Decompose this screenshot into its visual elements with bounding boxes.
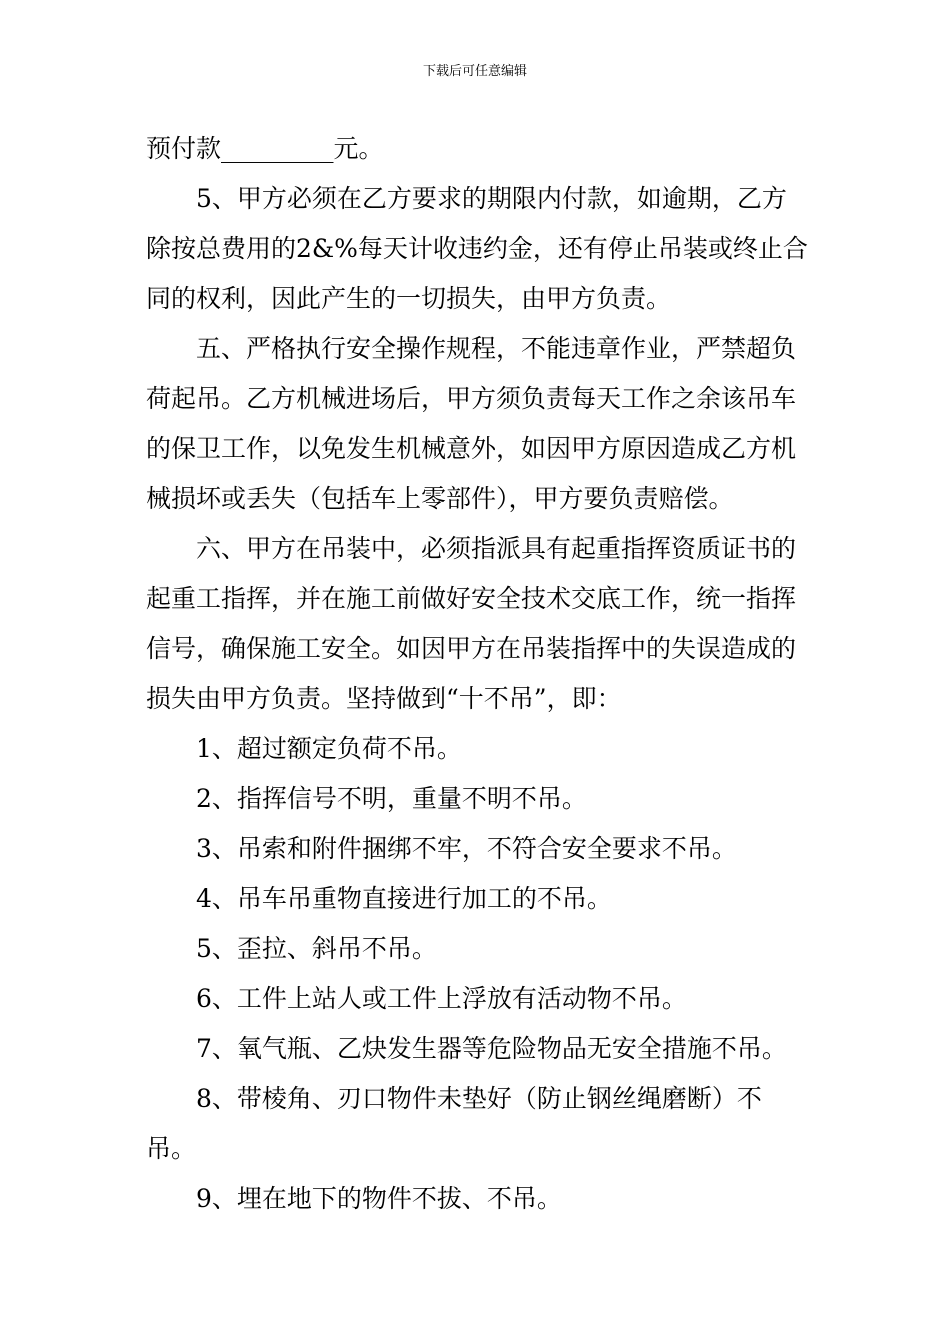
prepayment-line: 预付款_________元。 — [146, 134, 384, 163]
rule-item: 1、超过额定负荷不吊。 — [196, 734, 462, 763]
rule-item: 2、指挥信号不明，重量不明不吊。 — [196, 784, 587, 813]
rule-item: 7、氧气瓶、乙炔发生器等危险物品无安全措施不吊。 — [196, 1034, 787, 1063]
rule-item: 4、吊车吊重物直接进行加工的不吊。 — [196, 884, 612, 913]
rule-item: 9、埋在地下的物件不拔、不吊。 — [196, 1184, 562, 1213]
section-6-paragraph: 六、甲方在吊装中，必须指派具有起重指挥资质证书的起重工指挥，并在施工前做好安全技术交底工作，统一指挥信号，确保施工安全。如因甲方在吊装指挥中的失误造成的损失由甲方负责。坚持做到“十不吊”，即： — [146, 534, 797, 713]
rule-item: 6、工件上站人或工件上浮放有活动物不吊。 — [196, 984, 687, 1013]
rule-item: 8、带棱角、刃口物件未垫好（防止钢丝绳磨断）不吊。 — [146, 1084, 762, 1163]
rule-item: 5、歪拉、斜吊不吊。 — [196, 934, 437, 963]
page-header: 下载后可任意编辑 — [422, 64, 527, 79]
rule-item: 3、吊索和附件捆绑不牢，不符合安全要求不吊。 — [196, 834, 737, 863]
document-body — [146, 124, 811, 1224]
section-5-paragraph: 五、严格执行安全操作规程，不能违章作业，严禁超负荷起吊。乙方机械进场后，甲方须负责每天工作之余该吊车的保卫工作，以免发生机械意外，如因甲方原因造成乙方机械损坏或丢失（包括车上零部件），甲方要负责赔偿。 — [146, 334, 797, 513]
clause-5-paragraph: 5、甲方必须在乙方要求的期限内付款，如逾期，乙方除按总费用的2&%每天计收违约金，还有停止吊装或终止合同的权利，因此产生的一切损失，由甲方负责。 — [146, 184, 808, 313]
